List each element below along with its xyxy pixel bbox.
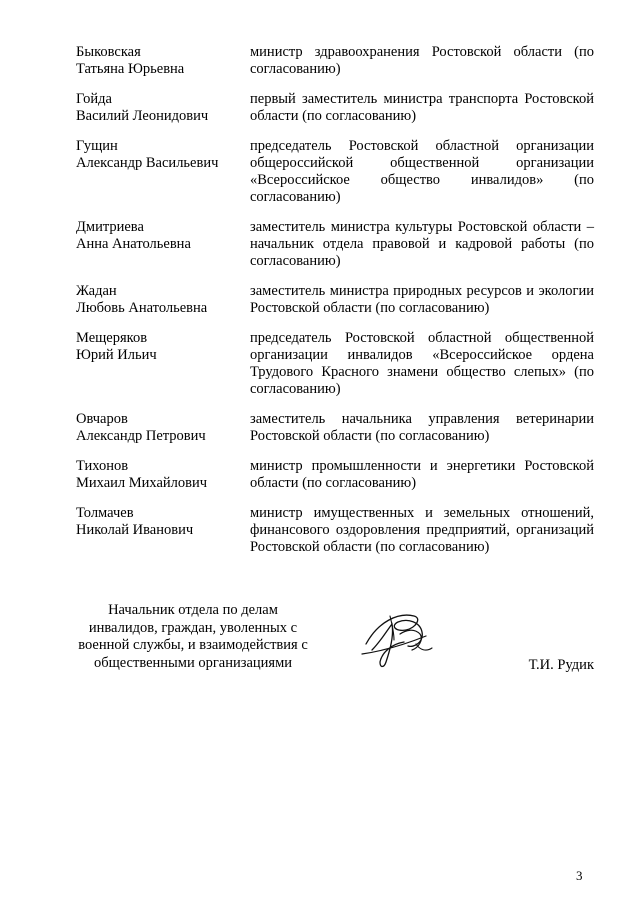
member-name	[76, 44, 250, 78]
member-given-names: Николай Иванович	[76, 522, 194, 538]
signatory-title-line: инвалидов, граждан, уволенных с	[88, 619, 298, 636]
member-role: министр здравоохранения Ростовской области (по согласованию)	[250, 44, 594, 77]
member-role: первый заместитель министра транспорта Ростовской области (по согласованию)	[250, 91, 594, 124]
member-name	[76, 138, 250, 206]
signatory-title	[70, 602, 316, 672]
handwritten-signature	[356, 604, 436, 672]
member-name	[76, 505, 250, 556]
member-role: заместитель министра культуры Ростовской области – начальник отдела правовой и кадровой работы (по согласованию)	[250, 219, 594, 269]
member-role: министр промышленности и энергетики Ростовской области (по согласованию)	[250, 458, 594, 491]
member-role: председатель Ростовской областной организации общероссийской общественной организации «Всероссийское общество инвалидов» (по согласованию)	[250, 138, 594, 205]
member-row	[76, 91, 594, 125]
member-name	[76, 91, 250, 125]
members-list	[76, 44, 594, 569]
member-given-names: Василий Леонидович	[76, 108, 209, 124]
member-row	[76, 44, 594, 78]
member-row	[76, 411, 594, 445]
member-surname: Гойда	[76, 91, 112, 107]
signatory-title-line: общественными организациями	[93, 654, 293, 671]
member-row	[76, 219, 594, 270]
member-role: министр имущественных и земельных отношений, финансового оздоровления предприятий, организаций Ростовской области (по согласованию)	[250, 505, 594, 555]
member-name	[76, 219, 250, 270]
member-row	[76, 330, 594, 398]
member-role: заместитель начальника управления ветеринарии Ростовской области (по согласованию)	[250, 411, 594, 444]
member-name	[76, 330, 250, 398]
member-given-names: Александр Васильевич	[76, 155, 219, 171]
member-surname: Быковская	[76, 44, 141, 60]
member-name	[76, 283, 250, 317]
member-row	[76, 283, 594, 317]
member-surname: Гущин	[76, 138, 118, 154]
member-given-names: Михаил Михайлович	[76, 475, 208, 491]
member-name	[76, 458, 250, 492]
member-surname: Мещеряков	[76, 330, 148, 346]
member-role: председатель Ростовской областной общественной организации инвалидов «Всероссийское ордена Трудового Красного знамени общество слепых» (по согласованию)	[250, 330, 594, 397]
signatory-name: Т.И. Рудик	[528, 657, 594, 673]
member-surname: Толмачев	[76, 505, 134, 521]
member-given-names: Анна Анатольевна	[76, 236, 191, 252]
member-name	[76, 411, 250, 445]
member-given-names: Любовь Анатольевна	[76, 300, 208, 316]
member-surname: Овчаров	[76, 411, 128, 427]
signatory-title-line: Начальник отдела по делам	[108, 602, 278, 618]
member-surname: Тихонов	[76, 458, 129, 474]
member-row	[76, 505, 594, 556]
member-role: заместитель министра природных ресурсов и экологии Ростовской области (по согласованию)	[250, 283, 594, 316]
member-row	[76, 458, 594, 492]
member-given-names: Александр Петрович	[76, 428, 206, 444]
page-number: 3	[576, 868, 583, 883]
signature-block	[70, 602, 600, 682]
member-surname: Жадан	[76, 283, 117, 299]
member-given-names: Юрий Ильич	[76, 347, 157, 363]
member-row	[76, 138, 594, 206]
signatory-title-line: военной службы, и взаимодействия с	[78, 637, 308, 653]
member-given-names: Татьяна Юрьевна	[76, 61, 185, 77]
member-surname: Дмитриева	[76, 219, 144, 235]
